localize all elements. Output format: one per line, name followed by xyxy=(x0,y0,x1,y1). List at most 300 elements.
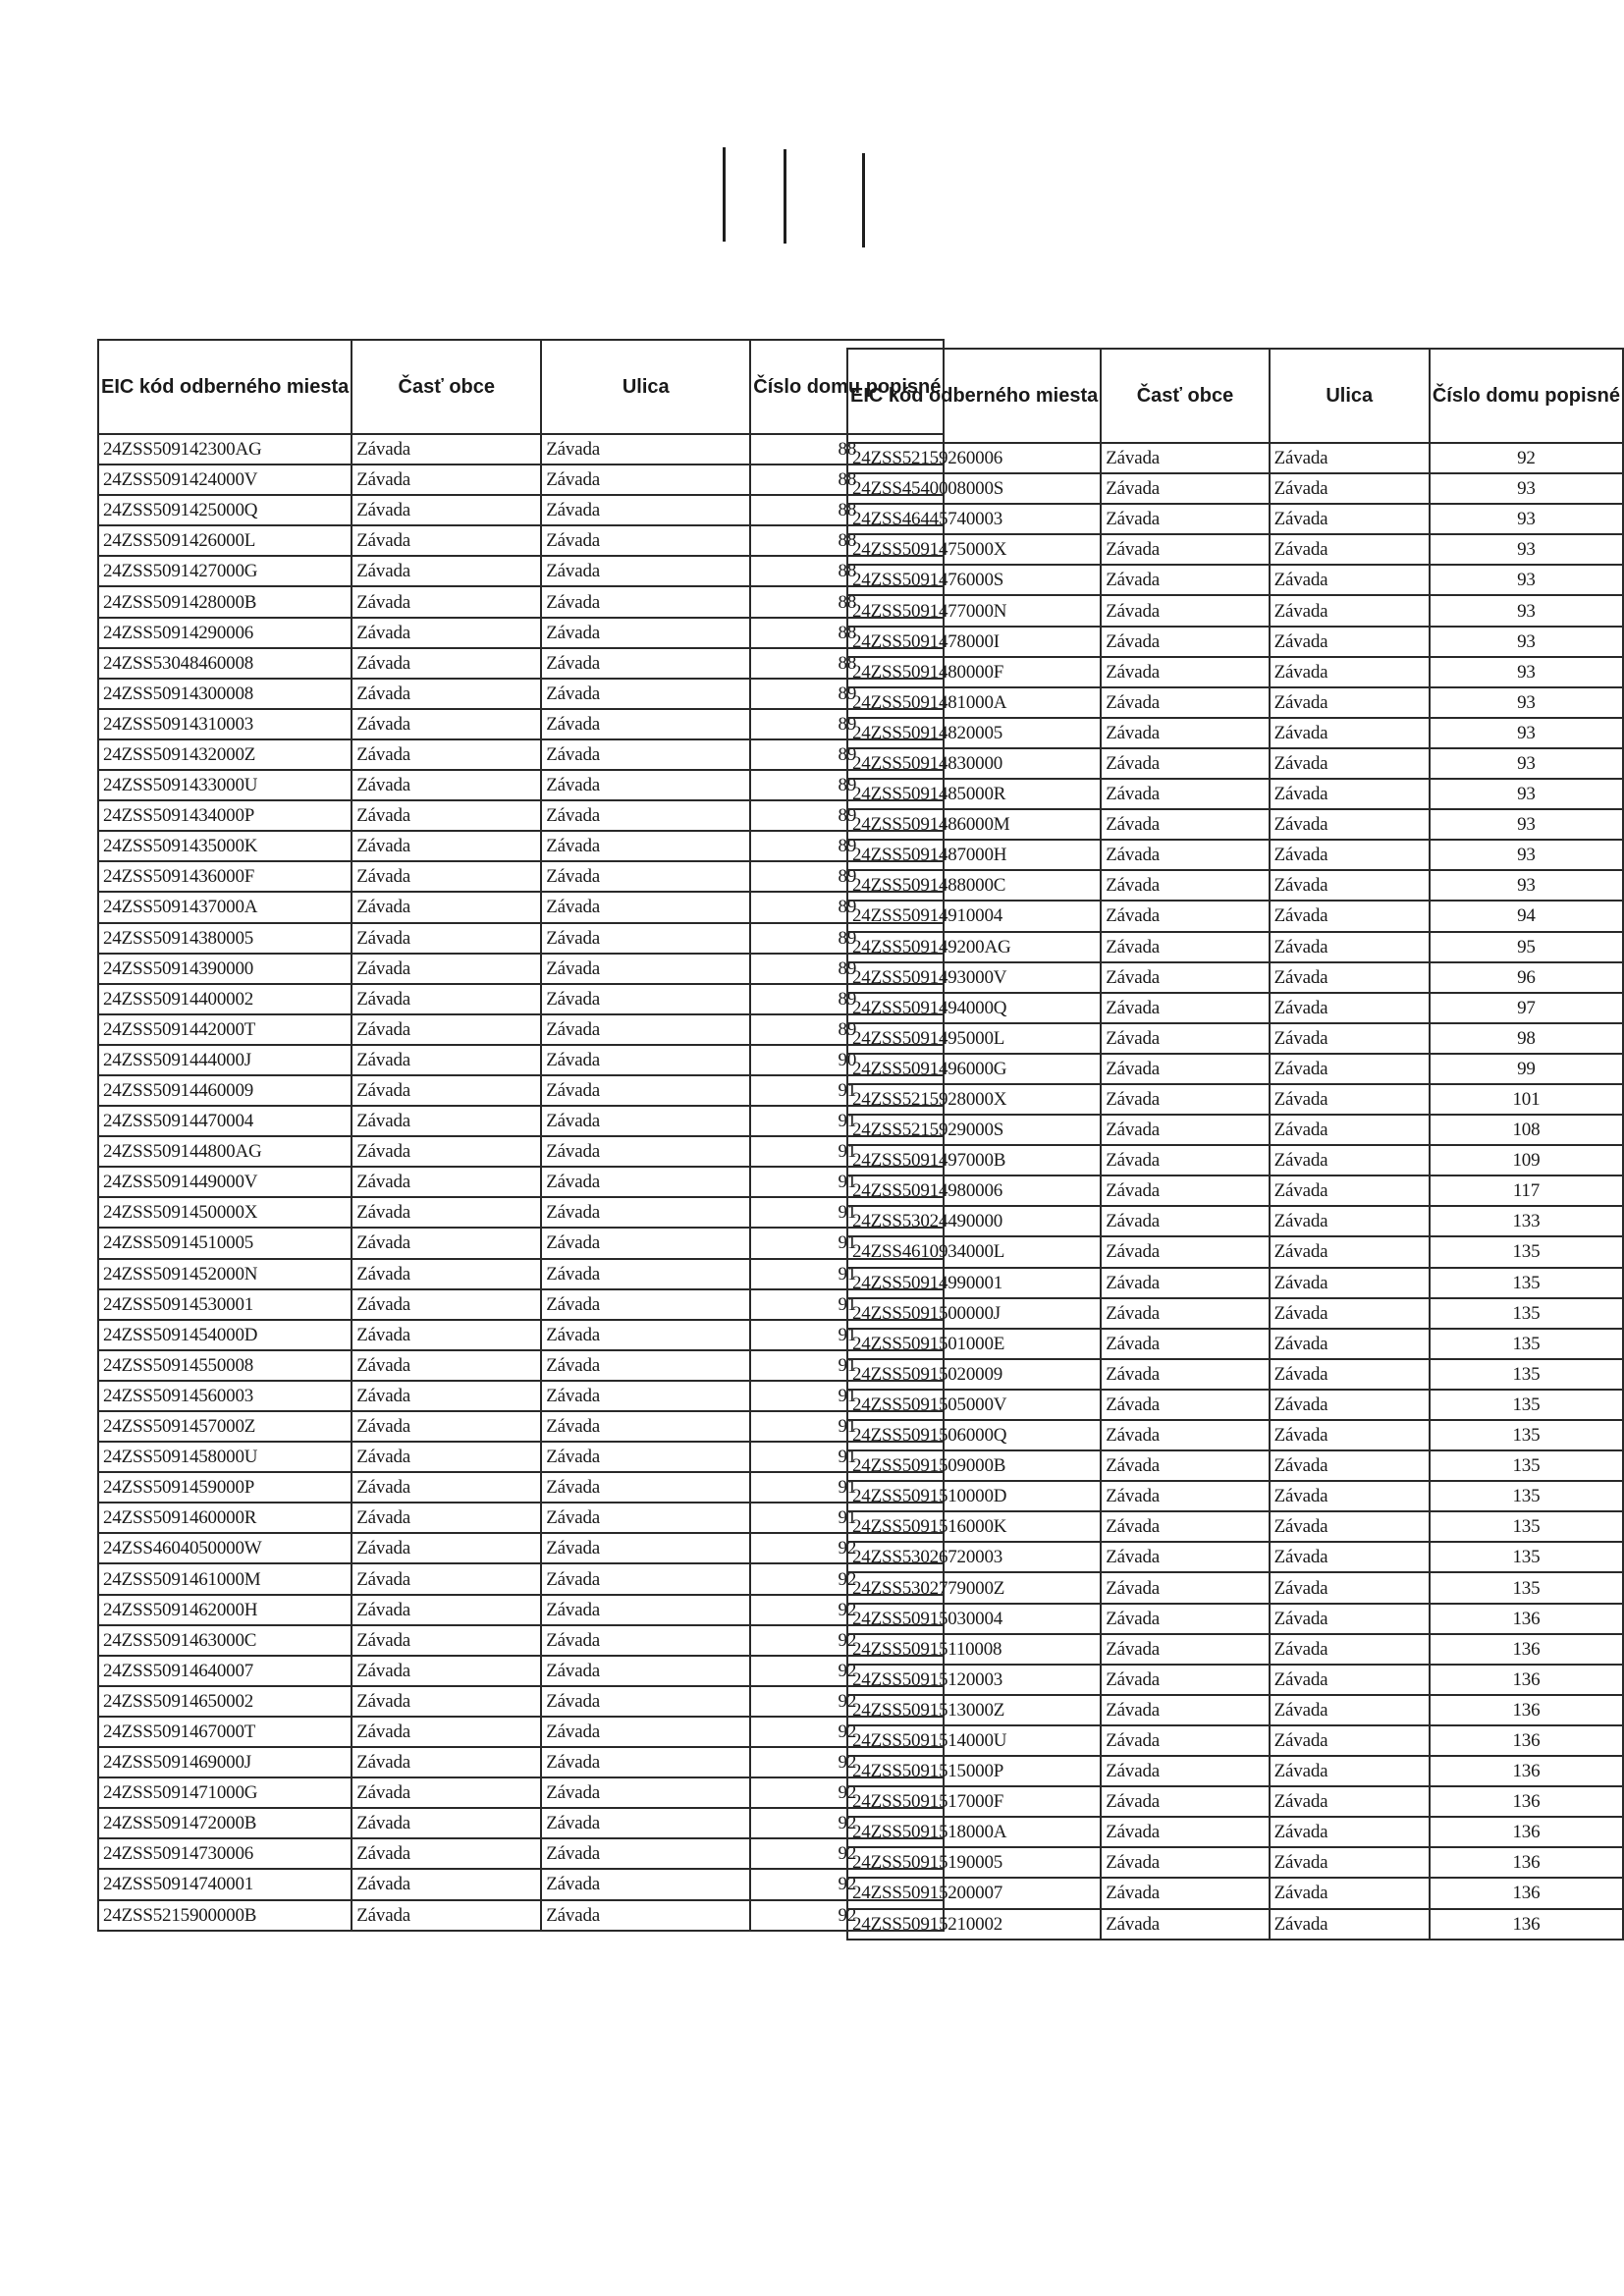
house-number-cell: 92 xyxy=(750,1625,944,1656)
part-cell: Závada xyxy=(1101,504,1269,534)
house-number-cell: 135 xyxy=(1430,1511,1623,1542)
part-cell: Závada xyxy=(352,1442,541,1472)
table-row xyxy=(98,1808,944,1838)
part-cell: Závada xyxy=(352,1106,541,1136)
house-number-cell: 88 xyxy=(750,648,944,679)
eic-code-cell: 24ZSS5091493000V xyxy=(847,962,1101,993)
street-cell: Závada xyxy=(541,1686,750,1717)
street-cell: Závada xyxy=(541,1228,750,1258)
part-cell: Závada xyxy=(352,1838,541,1869)
table-row xyxy=(847,1695,1623,1725)
eic-code-cell: 24ZSS5091516000K xyxy=(847,1511,1101,1542)
eic-code-cell: 24ZSS509144800AG xyxy=(98,1136,352,1167)
eic-code-cell: 24ZSS5091458000U xyxy=(98,1442,352,1472)
part-cell: Závada xyxy=(1101,901,1269,931)
street-cell: Závada xyxy=(541,1320,750,1350)
table-row xyxy=(98,1777,944,1808)
table-row xyxy=(847,1115,1623,1145)
part-cell: Závada xyxy=(1101,1695,1269,1725)
table-row xyxy=(98,586,944,617)
street-cell: Závada xyxy=(541,954,750,984)
street-cell: Závada xyxy=(541,586,750,617)
eic-code-cell: 24ZSS5091460000R xyxy=(98,1503,352,1533)
part-cell: Závada xyxy=(1101,962,1269,993)
table-row xyxy=(98,1075,944,1106)
street-cell: Závada xyxy=(541,1869,750,1899)
part-cell: Závada xyxy=(352,1503,541,1533)
street-cell: Závada xyxy=(541,465,750,495)
street-cell: Závada xyxy=(1270,657,1430,687)
street-cell: Závada xyxy=(541,1533,750,1563)
street-cell: Závada xyxy=(1270,809,1430,840)
eic-code-cell: 24ZSS5091428000B xyxy=(98,586,352,617)
header-eic: EIC kód odberného miesta xyxy=(98,340,352,434)
house-number-cell: 91 xyxy=(750,1136,944,1167)
table-row xyxy=(98,709,944,739)
part-cell: Závada xyxy=(352,1472,541,1503)
table-row xyxy=(98,1320,944,1350)
table-row xyxy=(847,962,1623,993)
part-cell: Závada xyxy=(352,1625,541,1656)
street-cell: Závada xyxy=(1270,870,1430,901)
street-cell: Závada xyxy=(1270,1786,1430,1817)
part-cell: Závada xyxy=(352,1381,541,1411)
eic-code-cell: 24ZSS5091454000D xyxy=(98,1320,352,1350)
table-row xyxy=(98,1563,944,1594)
eic-table-right xyxy=(846,348,1624,1941)
street-cell: Závada xyxy=(1270,718,1430,748)
street-cell: Závada xyxy=(1270,687,1430,718)
eic-code-cell: 24ZSS53024490000 xyxy=(847,1206,1101,1236)
table-row xyxy=(98,1595,944,1625)
house-number-cell: 93 xyxy=(1430,473,1623,504)
street-cell: Závada xyxy=(541,1014,750,1045)
house-number-cell: 135 xyxy=(1430,1572,1623,1603)
street-cell: Závada xyxy=(1270,962,1430,993)
table-row xyxy=(98,1167,944,1197)
street-cell: Závada xyxy=(541,831,750,861)
street-cell: Závada xyxy=(541,1289,750,1320)
part-cell: Závada xyxy=(352,618,541,648)
part-cell: Závada xyxy=(1101,1298,1269,1329)
eic-code-cell: 24ZSS5091436000F xyxy=(98,861,352,892)
house-number-cell: 89 xyxy=(750,770,944,800)
house-number-cell: 93 xyxy=(1430,687,1623,718)
part-cell: Závada xyxy=(352,495,541,525)
part-cell: Závada xyxy=(1101,870,1269,901)
part-cell: Závada xyxy=(1101,473,1269,504)
house-number-cell: 92 xyxy=(750,1777,944,1808)
table-row xyxy=(98,1625,944,1656)
table-row xyxy=(847,1054,1623,1084)
part-cell: Závada xyxy=(1101,1909,1269,1940)
header-part: Časť obce xyxy=(352,340,541,434)
table-row xyxy=(847,1878,1623,1908)
table-row xyxy=(847,1786,1623,1817)
table-row xyxy=(847,1145,1623,1175)
house-number-cell: 91 xyxy=(750,1075,944,1106)
eic-code-cell: 24ZSS5091435000K xyxy=(98,831,352,861)
eic-code-cell: 24ZSS5091505000V xyxy=(847,1390,1101,1420)
street-cell: Závada xyxy=(1270,1878,1430,1908)
street-cell: Závada xyxy=(1270,1084,1430,1115)
house-number-cell: 92 xyxy=(750,1656,944,1686)
street-cell: Závada xyxy=(1270,1909,1430,1940)
street-cell: Závada xyxy=(541,1563,750,1594)
house-number-cell: 91 xyxy=(750,1167,944,1197)
eic-code-cell: 24ZSS50914390000 xyxy=(98,954,352,984)
eic-code-cell: 24ZSS50915190005 xyxy=(847,1847,1101,1878)
house-number-cell: 93 xyxy=(1430,718,1623,748)
part-cell: Závada xyxy=(352,1228,541,1258)
part-cell: Závada xyxy=(1101,1847,1269,1878)
eic-code-cell: 24ZSS50914530001 xyxy=(98,1289,352,1320)
table-row xyxy=(98,648,944,679)
table-row xyxy=(98,1869,944,1899)
part-cell: Závada xyxy=(1101,1634,1269,1665)
part-cell: Závada xyxy=(1101,1756,1269,1786)
table-row xyxy=(98,495,944,525)
house-number-cell: 91 xyxy=(750,1411,944,1442)
part-cell: Závada xyxy=(352,1411,541,1442)
house-number-cell: 135 xyxy=(1430,1298,1623,1329)
eic-code-cell: 24ZSS509142300AG xyxy=(98,434,352,465)
street-cell: Závada xyxy=(541,800,750,831)
eic-code-cell: 24ZSS50914380005 xyxy=(98,923,352,954)
table-row xyxy=(847,1725,1623,1756)
part-cell: Závada xyxy=(1101,840,1269,870)
street-cell: Závada xyxy=(541,709,750,739)
eic-code-cell: 24ZSS50915030004 xyxy=(847,1604,1101,1634)
street-cell: Závada xyxy=(1270,1115,1430,1145)
house-number-cell: 93 xyxy=(1430,627,1623,657)
table-row xyxy=(98,556,944,586)
eic-code-cell: 24ZSS5091472000B xyxy=(98,1808,352,1838)
part-cell: Závada xyxy=(352,1747,541,1777)
part-cell: Závada xyxy=(352,1045,541,1075)
eic-code-cell: 24ZSS5091517000F xyxy=(847,1786,1101,1817)
eic-code-cell: 24ZSS5091486000M xyxy=(847,809,1101,840)
house-number-cell: 89 xyxy=(750,984,944,1014)
tally-mark xyxy=(862,153,865,247)
house-number-cell: 135 xyxy=(1430,1268,1623,1298)
house-number-cell: 89 xyxy=(750,679,944,709)
eic-code-cell: 24ZSS50915120003 xyxy=(847,1665,1101,1695)
house-number-cell: 93 xyxy=(1430,504,1623,534)
page-tally-marks xyxy=(723,147,870,246)
eic-code-cell: 24ZSS50914730006 xyxy=(98,1838,352,1869)
table-row xyxy=(98,1442,944,1472)
eic-code-cell: 24ZSS50914910004 xyxy=(847,901,1101,931)
table-header-row xyxy=(847,349,1623,443)
house-number-cell: 135 xyxy=(1430,1359,1623,1390)
table-row xyxy=(98,525,944,556)
tally-mark xyxy=(723,147,726,242)
house-number-cell: 89 xyxy=(750,1014,944,1045)
table-row xyxy=(98,923,944,954)
part-cell: Závada xyxy=(1101,1450,1269,1481)
house-number-cell: 91 xyxy=(750,1320,944,1350)
street-cell: Závada xyxy=(541,1472,750,1503)
eic-code-cell: 24ZSS5091488000C xyxy=(847,870,1101,901)
street-cell: Závada xyxy=(541,1411,750,1442)
table-row xyxy=(98,465,944,495)
street-cell: Závada xyxy=(541,1381,750,1411)
table-row xyxy=(98,1533,944,1563)
eic-code-cell: 24ZSS5091509000B xyxy=(847,1450,1101,1481)
eic-code-cell: 24ZSS4610934000L xyxy=(847,1236,1101,1267)
eic-code-cell: 24ZSS4540008000S xyxy=(847,473,1101,504)
street-cell: Závada xyxy=(541,1777,750,1808)
part-cell: Závada xyxy=(352,525,541,556)
eic-code-cell: 24ZSS5302779000Z xyxy=(847,1572,1101,1603)
street-cell: Závada xyxy=(1270,627,1430,657)
house-number-cell: 92 xyxy=(750,1717,944,1747)
street-cell: Závada xyxy=(541,1838,750,1869)
street-cell: Závada xyxy=(541,679,750,709)
street-cell: Závada xyxy=(1270,1420,1430,1450)
part-cell: Závada xyxy=(1101,1817,1269,1847)
eic-code-cell: 24ZSS50914510005 xyxy=(98,1228,352,1258)
table-row xyxy=(98,618,944,648)
eic-code-cell: 24ZSS46445740003 xyxy=(847,504,1101,534)
table-row xyxy=(847,657,1623,687)
house-number-cell: 135 xyxy=(1430,1329,1623,1359)
table-row xyxy=(98,984,944,1014)
part-cell: Závada xyxy=(352,800,541,831)
eic-code-cell: 24ZSS5091481000A xyxy=(847,687,1101,718)
part-cell: Závada xyxy=(1101,932,1269,962)
table-row xyxy=(847,1206,1623,1236)
table-row xyxy=(98,1717,944,1747)
street-cell: Závada xyxy=(541,1136,750,1167)
table-row xyxy=(847,1634,1623,1665)
part-cell: Závada xyxy=(1101,1511,1269,1542)
part-cell: Závada xyxy=(352,1167,541,1197)
house-number-cell: 101 xyxy=(1430,1084,1623,1115)
table-row xyxy=(847,870,1623,901)
table-row xyxy=(847,1756,1623,1786)
street-cell: Závada xyxy=(1270,534,1430,565)
table-row xyxy=(98,1900,944,1931)
street-cell: Závada xyxy=(1270,748,1430,779)
table-row xyxy=(847,687,1623,718)
header-number: Číslo domu popisné xyxy=(1430,349,1623,443)
table-row xyxy=(98,1747,944,1777)
table-row xyxy=(98,831,944,861)
eic-code-cell: 24ZSS5091513000Z xyxy=(847,1695,1101,1725)
house-number-cell: 89 xyxy=(750,923,944,954)
street-cell: Závada xyxy=(541,1656,750,1686)
street-cell: Závada xyxy=(1270,504,1430,534)
eic-code-cell: 24ZSS5091515000P xyxy=(847,1756,1101,1786)
eic-code-cell: 24ZSS5091426000L xyxy=(98,525,352,556)
street-cell: Závada xyxy=(1270,779,1430,809)
house-number-cell: 91 xyxy=(750,1350,944,1381)
part-cell: Závada xyxy=(1101,1206,1269,1236)
eic-code-cell: 24ZSS5091427000G xyxy=(98,556,352,586)
part-cell: Závada xyxy=(1101,1481,1269,1511)
street-cell: Závada xyxy=(541,1503,750,1533)
part-cell: Závada xyxy=(352,1320,541,1350)
house-number-cell: 93 xyxy=(1430,840,1623,870)
house-number-cell: 91 xyxy=(750,1381,944,1411)
street-cell: Závada xyxy=(1270,1725,1430,1756)
street-cell: Závada xyxy=(541,1625,750,1656)
house-number-cell: 136 xyxy=(1430,1604,1623,1634)
house-number-cell: 135 xyxy=(1430,1481,1623,1511)
part-cell: Závada xyxy=(352,954,541,984)
eic-code-cell: 24ZSS5091514000U xyxy=(847,1725,1101,1756)
eic-code-cell: 24ZSS5091467000T xyxy=(98,1717,352,1747)
table-row xyxy=(847,840,1623,870)
house-number-cell: 91 xyxy=(750,1106,944,1136)
eic-code-cell: 24ZSS5091449000V xyxy=(98,1167,352,1197)
part-cell: Závada xyxy=(352,1656,541,1686)
house-number-cell: 99 xyxy=(1430,1054,1623,1084)
eic-code-cell: 24ZSS5091494000Q xyxy=(847,993,1101,1023)
eic-code-cell: 24ZSS5091424000V xyxy=(98,465,352,495)
table-row xyxy=(847,1359,1623,1390)
eic-code-cell: 24ZSS5091480000F xyxy=(847,657,1101,687)
eic-code-cell: 24ZSS5091506000Q xyxy=(847,1420,1101,1450)
street-cell: Závada xyxy=(541,923,750,954)
street-cell: Závada xyxy=(1270,1695,1430,1725)
house-number-cell: 136 xyxy=(1430,1634,1623,1665)
table-row xyxy=(847,1511,1623,1542)
table-row xyxy=(98,1503,944,1533)
table-row xyxy=(847,1420,1623,1450)
eic-code-cell: 24ZSS52159260006 xyxy=(847,443,1101,473)
street-cell: Závada xyxy=(1270,1665,1430,1695)
table-row xyxy=(847,901,1623,931)
part-cell: Závada xyxy=(1101,1115,1269,1145)
part-cell: Závada xyxy=(352,1595,541,1625)
house-number-cell: 89 xyxy=(750,739,944,770)
part-cell: Závada xyxy=(352,586,541,617)
house-number-cell: 88 xyxy=(750,586,944,617)
house-number-cell: 89 xyxy=(750,954,944,984)
eic-code-cell: 24ZSS5091501000E xyxy=(847,1329,1101,1359)
table-row xyxy=(98,1289,944,1320)
street-cell: Závada xyxy=(541,1442,750,1472)
header-eic: EIC kód odberného miesta xyxy=(847,349,1101,443)
street-cell: Závada xyxy=(1270,1175,1430,1206)
eic-code-cell: 24ZSS5091471000G xyxy=(98,1777,352,1808)
part-cell: Závada xyxy=(1101,1604,1269,1634)
part-cell: Závada xyxy=(352,1717,541,1747)
house-number-cell: 136 xyxy=(1430,1817,1623,1847)
street-cell: Závada xyxy=(541,434,750,465)
street-cell: Závada xyxy=(1270,1206,1430,1236)
part-cell: Závada xyxy=(1101,443,1269,473)
table-row xyxy=(847,1298,1623,1329)
table-row xyxy=(98,1106,944,1136)
part-cell: Závada xyxy=(352,1533,541,1563)
house-number-cell: 89 xyxy=(750,709,944,739)
table-row xyxy=(847,932,1623,962)
house-number-cell: 136 xyxy=(1430,1909,1623,1940)
eic-code-cell: 24ZSS50915020009 xyxy=(847,1359,1101,1390)
part-cell: Závada xyxy=(352,1197,541,1228)
house-number-cell: 88 xyxy=(750,434,944,465)
table-row xyxy=(847,1390,1623,1420)
part-cell: Závada xyxy=(1101,809,1269,840)
table-row xyxy=(98,1045,944,1075)
table-row xyxy=(847,443,1623,473)
part-cell: Závada xyxy=(1101,1725,1269,1756)
house-number-cell: 91 xyxy=(750,1442,944,1472)
house-number-cell: 90 xyxy=(750,1045,944,1075)
street-cell: Závada xyxy=(1270,565,1430,595)
part-cell: Závada xyxy=(1101,1665,1269,1695)
eic-code-cell: 24ZSS50914560003 xyxy=(98,1381,352,1411)
table-row xyxy=(98,1656,944,1686)
house-number-cell: 88 xyxy=(750,556,944,586)
part-cell: Závada xyxy=(352,770,541,800)
eic-code-cell: 24ZSS5091452000N xyxy=(98,1259,352,1289)
street-cell: Závada xyxy=(541,495,750,525)
table-row xyxy=(847,1909,1623,1940)
street-cell: Závada xyxy=(541,984,750,1014)
part-cell: Závada xyxy=(352,1900,541,1931)
house-number-cell: 93 xyxy=(1430,779,1623,809)
part-cell: Závada xyxy=(352,984,541,1014)
street-cell: Závada xyxy=(1270,1329,1430,1359)
part-cell: Závada xyxy=(1101,1145,1269,1175)
part-cell: Závada xyxy=(1101,1572,1269,1603)
eic-code-cell: 24ZSS5091459000P xyxy=(98,1472,352,1503)
street-cell: Závada xyxy=(1270,1450,1430,1481)
eic-code-cell: 24ZSS50914830000 xyxy=(847,748,1101,779)
part-cell: Závada xyxy=(352,1563,541,1594)
part-cell: Závada xyxy=(1101,627,1269,657)
house-number-cell: 136 xyxy=(1430,1725,1623,1756)
house-number-cell: 136 xyxy=(1430,1847,1623,1878)
part-cell: Závada xyxy=(352,1075,541,1106)
street-cell: Závada xyxy=(1270,595,1430,626)
street-cell: Závada xyxy=(1270,1817,1430,1847)
eic-code-cell: 24ZSS50914640007 xyxy=(98,1656,352,1686)
house-number-cell: 109 xyxy=(1430,1145,1623,1175)
street-cell: Závada xyxy=(1270,1604,1430,1634)
part-cell: Závada xyxy=(1101,687,1269,718)
table-row xyxy=(98,892,944,922)
part-cell: Závada xyxy=(352,1808,541,1838)
part-cell: Závada xyxy=(1101,1878,1269,1908)
street-cell: Závada xyxy=(1270,932,1430,962)
eic-code-cell: 24ZSS5091462000H xyxy=(98,1595,352,1625)
table-row xyxy=(847,718,1623,748)
table-row xyxy=(98,1350,944,1381)
house-number-cell: 136 xyxy=(1430,1786,1623,1817)
table-row xyxy=(847,595,1623,626)
part-cell: Závada xyxy=(352,1136,541,1167)
house-number-cell: 92 xyxy=(750,1686,944,1717)
house-number-cell: 91 xyxy=(750,1259,944,1289)
table-row xyxy=(847,473,1623,504)
table-row xyxy=(847,1481,1623,1511)
eic-code-cell: 24ZSS50915210002 xyxy=(847,1909,1101,1940)
house-number-cell: 92 xyxy=(750,1533,944,1563)
street-cell: Závada xyxy=(541,1595,750,1625)
house-number-cell: 92 xyxy=(750,1869,944,1899)
street-cell: Závada xyxy=(1270,1481,1430,1511)
street-cell: Závada xyxy=(541,892,750,922)
part-cell: Závada xyxy=(352,679,541,709)
house-number-cell: 89 xyxy=(750,831,944,861)
street-cell: Závada xyxy=(541,1045,750,1075)
